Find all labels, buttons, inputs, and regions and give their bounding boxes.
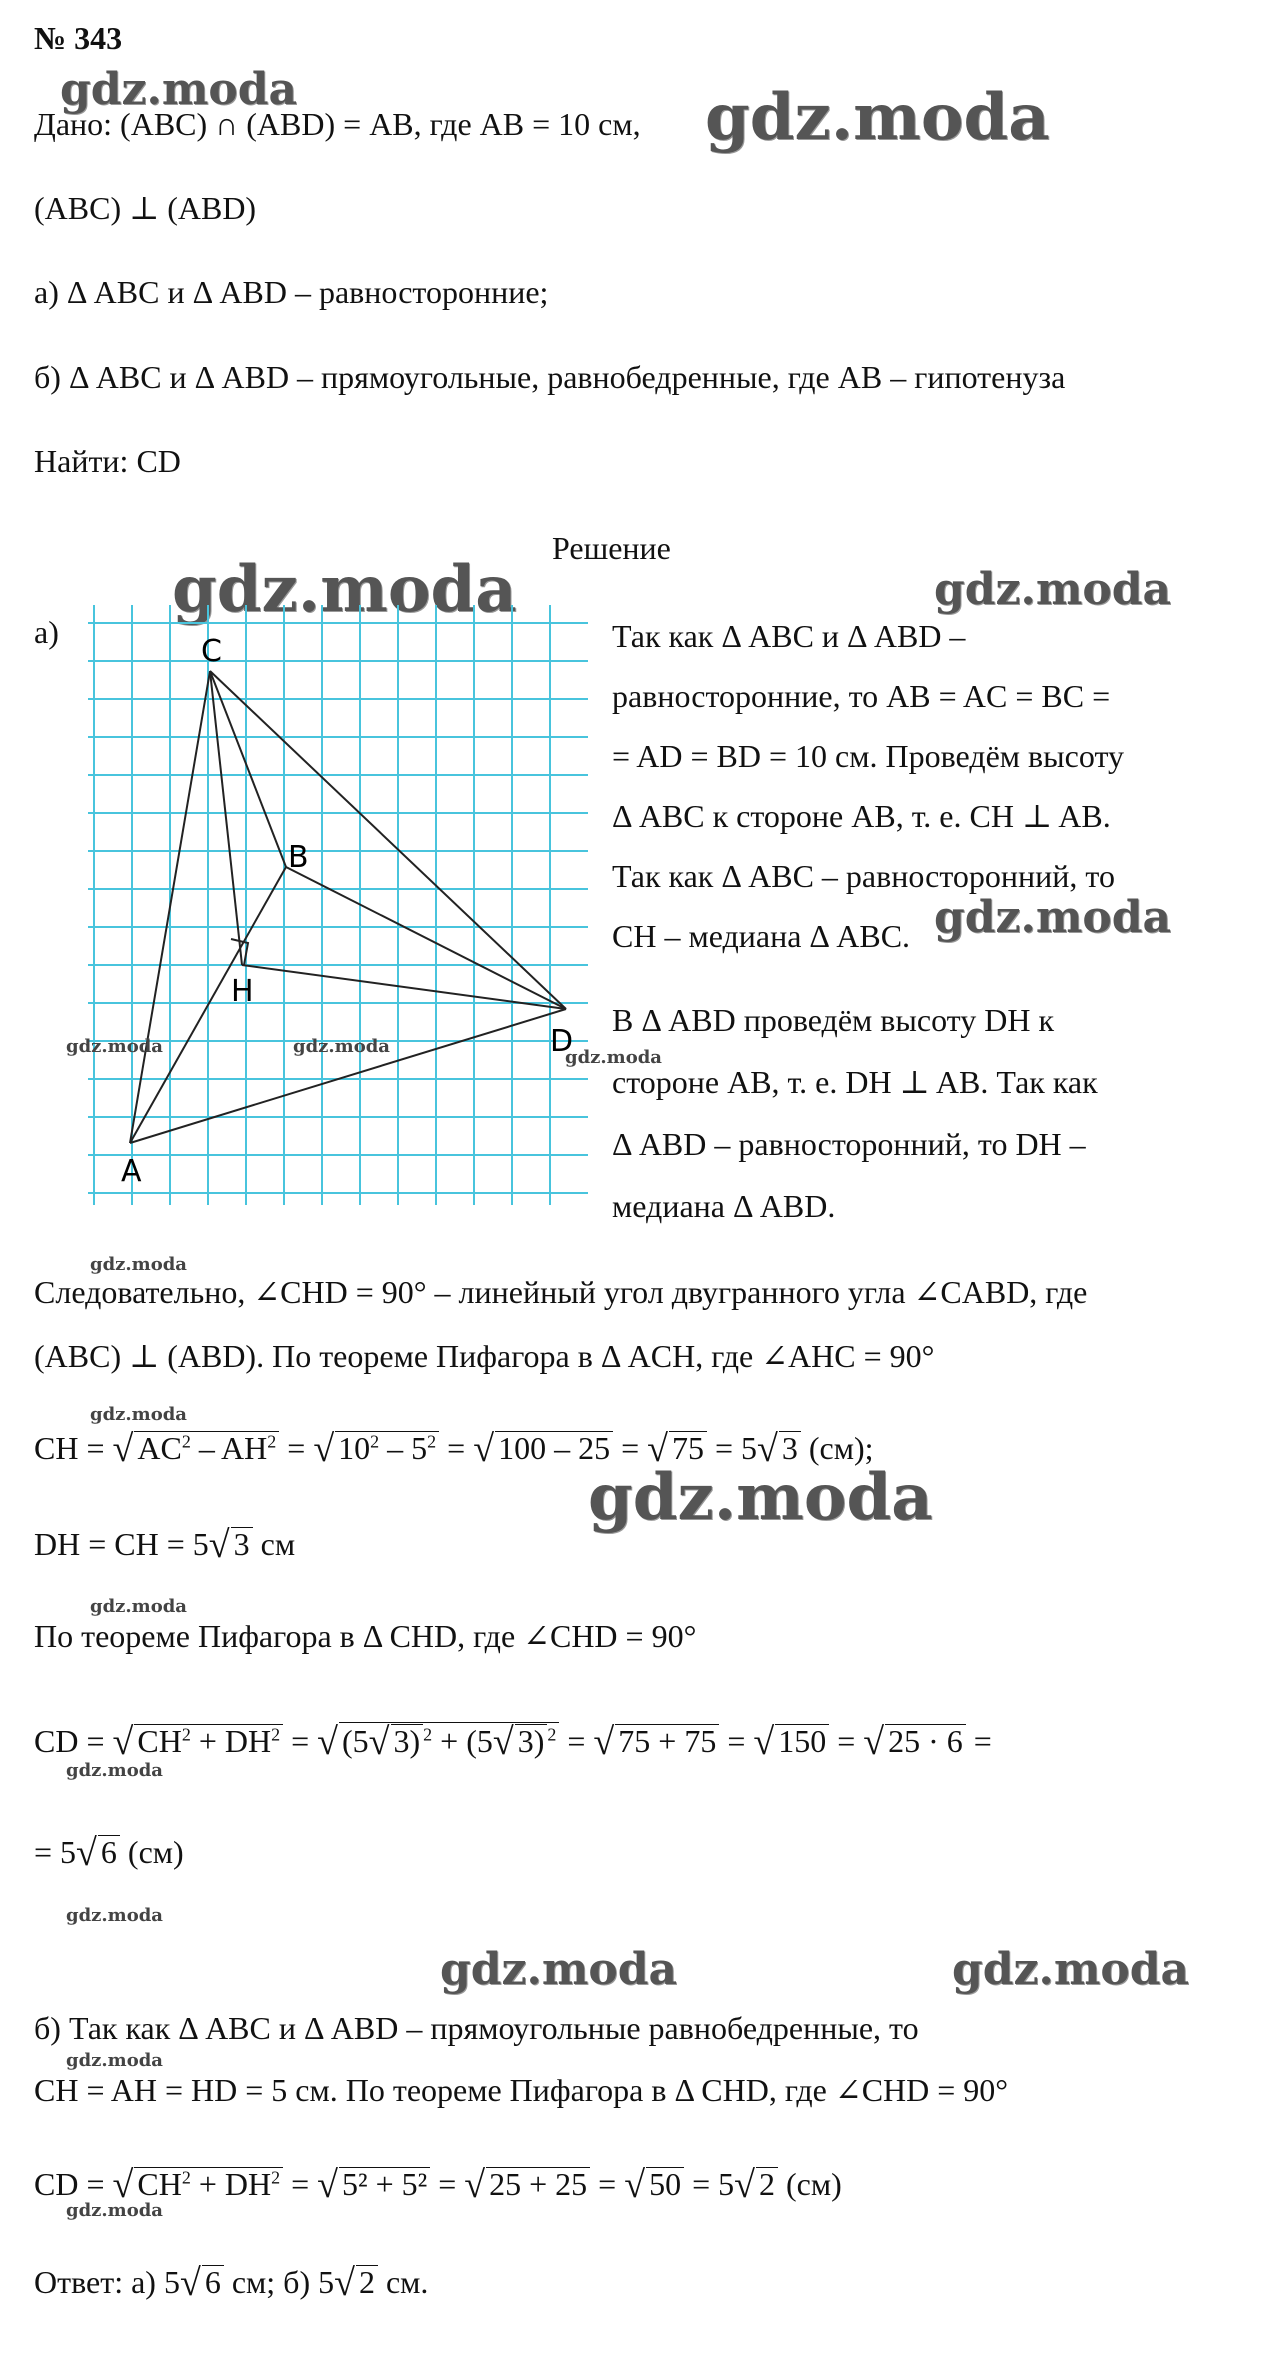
sqrt-icon: √ xyxy=(647,1428,668,1470)
watermark: gdz.moda xyxy=(293,1036,390,1057)
sqrt-icon: √ xyxy=(464,2164,486,2206)
watermark: gdz.moda xyxy=(172,552,517,627)
solution-heading: Решение xyxy=(552,530,671,566)
ch-formula: CH = √ $AC^2 - AH^2$ = √ $10^2 - 5^2$ = √ 100 – 25 = √ 75 = 5√ 3 (см); xyxy=(34,1428,874,1470)
sqrt-icon: √ xyxy=(208,1524,230,1566)
watermark: gdz.moda xyxy=(66,1036,163,1057)
watermark: gdz.moda xyxy=(60,64,298,115)
sqrt-icon: √ xyxy=(112,1428,134,1470)
sqrt-icon: √ xyxy=(112,2164,134,2206)
watermark: gdz.moda xyxy=(588,1460,933,1535)
part-a-text: Так как Δ ABC – равносторонний, то xyxy=(612,858,1115,894)
watermark: gdz.moda xyxy=(705,80,1050,155)
watermark: gdz.moda xyxy=(565,1047,662,1068)
part-a-text: Δ ABD – равносторонний, то DH – xyxy=(612,1126,1086,1162)
watermark: gdz.moda xyxy=(66,2200,163,2221)
cd-formula-a: CD = √ $CH^2 + DH^2$ = √ (5√ 3) $^2$ + (5√ 3) $^2$ = √ 75 + 75 = √ 150 = √ 25 · 6 = xyxy=(34,1721,992,1763)
part-a-cont-line-2: (ABC) ⊥ (ABD). По теореме Пифагора в Δ ACH, где ∠AHC = 90° xyxy=(34,1338,935,1374)
watermark: gdz.moda xyxy=(66,1905,163,1926)
find-line: Найти: CD xyxy=(34,443,181,479)
sqrt-icon: √ xyxy=(753,1721,775,1763)
part-a-text: Δ ABC к стороне AB, т. е. CH ⊥ AB. xyxy=(612,798,1111,834)
given-line-4: б) Δ ABC и Δ ABD – прямоугольные, равнобедренные, где AB – гипотенуза xyxy=(34,359,1066,395)
part-a-text: В Δ ABD проведём высоту DH к xyxy=(612,1002,1054,1038)
geometry-figure xyxy=(88,605,588,1205)
figure-lines xyxy=(130,671,566,1143)
part-a-text: стороне AB, т. е. DH ⊥ AB. Так как xyxy=(612,1064,1098,1100)
answer: Ответ: а) 5√ 6 см; б) 5√ 2 см. xyxy=(34,2262,429,2304)
watermark: gdz.moda xyxy=(90,1404,187,1425)
watermark: gdz.moda xyxy=(90,1254,187,1275)
sqrt-icon: √ xyxy=(76,1832,97,1874)
sqrt-icon: √ xyxy=(313,1428,335,1470)
part-a-text: Так как Δ ABC и Δ ABD – xyxy=(612,618,966,654)
label-c: C xyxy=(201,634,222,669)
part-a-text: = AD = BD = 10 см. Проведём высоту xyxy=(612,738,1124,774)
sqrt-icon: √ xyxy=(179,2262,201,2304)
dh-formula: DH = CH = 5√ 3 см xyxy=(34,1524,296,1566)
sqrt-icon: √ xyxy=(757,1428,778,1470)
part-a-cont-line-1: Следовательно, ∠CHD = 90° – линейный угол двугранного угла ∠CABD, где xyxy=(34,1274,1088,1310)
part-a-label: а) xyxy=(34,614,59,650)
label-h: H xyxy=(231,974,254,1009)
grid xyxy=(88,605,588,1205)
sqrt-icon: √ xyxy=(593,1721,615,1763)
given-line-3: а) Δ ABC и Δ ABD – равносторонние; xyxy=(34,274,549,310)
watermark: gdz.moda xyxy=(66,2050,163,2071)
ch-lhs: CH = xyxy=(34,1430,105,1466)
sqrt-icon: √ xyxy=(317,1721,338,1763)
sqrt-icon: √ xyxy=(624,2164,646,2206)
sqrt-icon: √ xyxy=(473,1428,495,1470)
sqrt-icon: √ xyxy=(863,1721,885,1763)
part-a-text: CH – медиана Δ ABC. xyxy=(612,918,911,954)
watermark: gdz.moda xyxy=(934,892,1172,943)
problem-number: № 343 xyxy=(34,20,123,56)
watermark: gdz.moda xyxy=(952,1944,1190,1995)
part-a-text: медиана Δ ABD. xyxy=(612,1188,836,1224)
label-d: D xyxy=(550,1024,574,1059)
part-b-line-1: б) Так как Δ ABC и Δ ABD – прямоугольные равнобедренные, то xyxy=(34,2010,919,2046)
sqrt-icon: √ xyxy=(112,1721,134,1763)
part-a-cont-line-3: По теореме Пифагора в Δ CHD, где ∠CHD = 90° xyxy=(34,1618,697,1654)
sqrt-icon: √ xyxy=(317,2164,338,2206)
watermark: gdz.moda xyxy=(440,1944,678,1995)
sqrt-icon: √ xyxy=(734,2164,755,2206)
watermark: gdz.moda xyxy=(934,564,1172,615)
part-b-line-2: CH = AH = HD = 5 см. По теореме Пифагора в Δ CHD, где ∠CHD = 90° xyxy=(34,2072,1009,2108)
label-a: A xyxy=(121,1154,142,1189)
label-b: B xyxy=(288,840,309,875)
given-line-2: (ABC) ⊥ (ABD) xyxy=(34,190,257,226)
sqrt-icon: √ xyxy=(334,2262,355,2304)
cd-result-a: = 5√ 6 (см) xyxy=(34,1832,184,1874)
watermark: gdz.moda xyxy=(66,1760,163,1781)
given-line-1: Дано: (ABC) ∩ (ABD) = AB, где AB = 10 см, xyxy=(34,106,641,142)
cd-formula-b: CD = √ $CH^2 + DH^2$ = √ 5² + 5² = √ 25 + 25 = √ 50 = 5√ 2 (см) xyxy=(34,2164,842,2206)
watermark: gdz.moda xyxy=(90,1596,187,1617)
part-a-text: равносторонние, то AB = AC = BC = xyxy=(612,678,1111,714)
